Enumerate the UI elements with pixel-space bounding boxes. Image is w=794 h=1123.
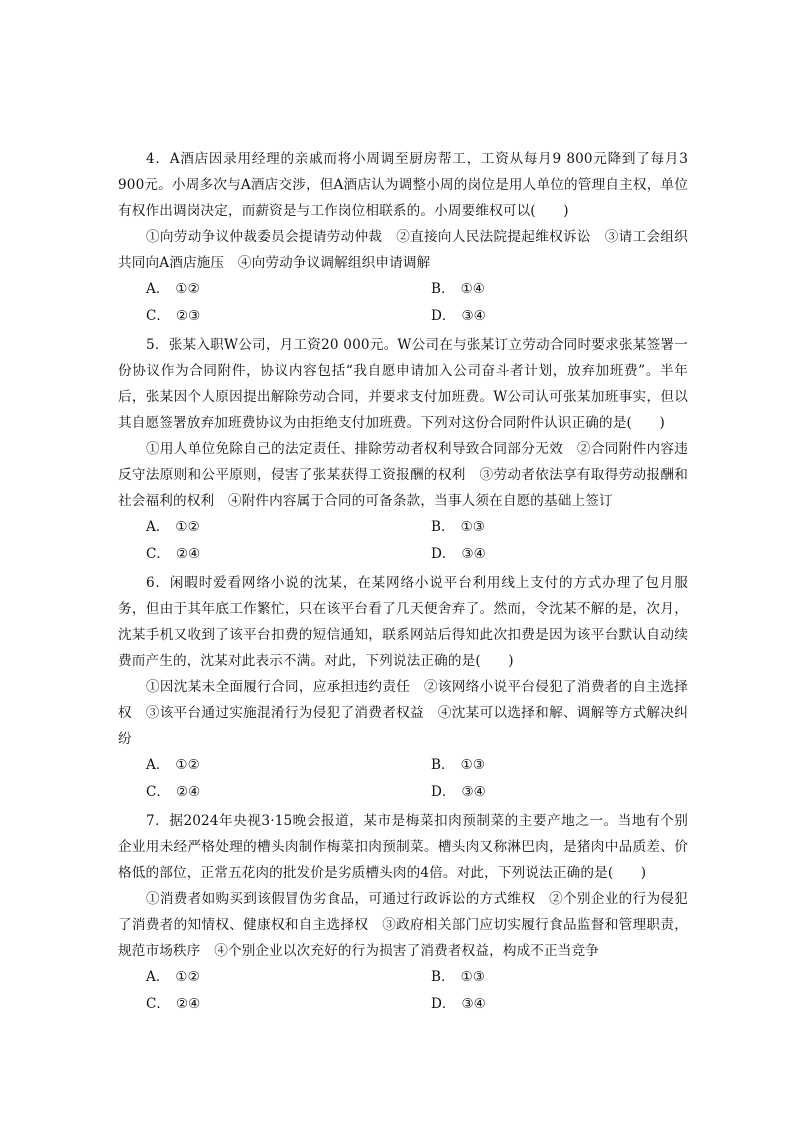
option-text: ②③: [176, 307, 201, 324]
question-statements: ①向劳动争议仲裁委员会提请劳动仲裁 ②直接向人民法院提起维权诉讼 ③请工会组织共同向A酒店施压 ④向劳动争议调解组织申请调解: [118, 229, 688, 271]
option-text: ①③: [460, 757, 485, 773]
option-text: ①②: [175, 519, 200, 535]
option-text: ③④: [461, 545, 486, 562]
option-label: B．: [431, 281, 455, 297]
option-c[interactable]: [118, 779, 403, 806]
option-label: C．: [146, 545, 170, 562]
option-d[interactable]: [403, 541, 688, 568]
option-text: ③④: [461, 307, 486, 324]
question-7: [118, 808, 688, 1017]
question-stem: 4．A酒店因录用经理的亲戚而将小周调至厨房帮工，工资从每月9 800元降到了每月3 900元。小周多次与A酒店交涉，但A酒店认为调整小周的岗位是用人单位的管理自主权，单位有权作出调岗决定，而薪资是与工作岗位相联系的。小周要维权可以( ): [118, 151, 688, 219]
question-4: [118, 146, 688, 329]
option-text: ①②: [175, 757, 200, 773]
option-a[interactable]: [118, 276, 403, 303]
option-label: D．: [431, 545, 456, 562]
option-list: [118, 752, 688, 805]
option-text: ①②: [175, 969, 200, 985]
option-label: D．: [431, 995, 456, 1012]
option-d[interactable]: [403, 303, 688, 330]
option-text: ①④: [460, 281, 485, 297]
option-list: [118, 964, 688, 1017]
option-text: ②④: [176, 995, 201, 1012]
question-5: [118, 332, 688, 567]
question-6: [118, 570, 688, 805]
option-a[interactable]: [118, 514, 403, 541]
option-text: ①③: [460, 519, 485, 535]
question-statements: ①用人单位免除自己的法定责任、排除劳动者权利导致合同部分无效 ②合同附件内容违反守法原则和公平原则，侵害了张某获得工资报酬的权利 ③劳动者依法享有取得劳动报酬和社会福利的权利 ④附件内容属于合同的可备条款，当事人须在自愿的基础上签订: [118, 441, 688, 509]
option-list: [118, 276, 688, 329]
option-text: ①③: [460, 969, 485, 985]
option-b[interactable]: [403, 752, 688, 779]
option-b[interactable]: [403, 514, 688, 541]
option-text: ②④: [176, 783, 201, 800]
option-label: A．: [146, 969, 170, 985]
question-stem: 5．张某入职W公司，月工资20 000元。W公司在与张某订立劳动合同时要求张某签署一份协议作为合同附件，协议内容包括“我自愿申请加入公司奋斗者计划，放弃加班费”。半年后，张某因个人原因提出解除劳动合同，并要求支付加班费。W公司认可张某加班事实，但以其自愿签署放弃加班费协议为由拒绝支付加班费。下列对这份合同附件认识正确的是( ): [118, 337, 688, 431]
option-text: ③④: [461, 995, 486, 1012]
option-d[interactable]: [403, 991, 688, 1018]
option-a[interactable]: [118, 752, 403, 779]
option-label: D．: [431, 783, 456, 800]
option-label: A．: [146, 519, 170, 535]
option-b[interactable]: [403, 276, 688, 303]
exam-page: [118, 146, 688, 1020]
option-label: B．: [431, 519, 455, 535]
option-a[interactable]: [118, 964, 403, 991]
option-label: C．: [146, 307, 170, 324]
question-stem: 7．据2024年央视3·15晚会报道，某市是梅菜扣肉预制菜的主要产地之一。当地有个别企业用未经严格处理的槽头肉制作梅菜扣肉预制菜。槽头肉又称淋巴肉，是猪肉中品质差、价格低的部位，正常五花肉的批发价是劣质槽头肉的4倍。对此，下列说法正确的是( ): [118, 813, 688, 881]
option-c[interactable]: [118, 541, 403, 568]
option-label: A．: [146, 757, 170, 773]
question-stem: 6．闲暇时爱看网络小说的沈某，在某网络小说平台利用线上支付的方式办理了包月服务，但由于其年底工作繁忙，只在该平台看了几天便舍弃了。然而，令沈某不解的是，次月，沈某手机又收到了该平台扣费的短信通知，联系网站后得知此次扣费是因为该平台默认自动续费而产生的，沈某对此表示不满。对此，下列说法正确的是( ): [118, 575, 688, 669]
option-label: B．: [431, 757, 455, 773]
option-label: A．: [146, 281, 170, 297]
option-c[interactable]: [118, 991, 403, 1018]
question-statements: ①消费者如购买到该假冒伪劣食品，可通过行政诉讼的方式维权 ②个别企业的行为侵犯了消费者的知情权、健康权和自主选择权 ③政府相关部门应切实履行食品监督和管理职责，规范市场秩序 ④个别企业以次充好的行为损害了消费者权益，构成不正当竞争: [118, 891, 688, 959]
option-list: [118, 514, 688, 567]
option-d[interactable]: [403, 779, 688, 806]
option-label: C．: [146, 995, 170, 1012]
option-label: B．: [431, 969, 455, 985]
question-statements: ①因沈某未全面履行合同，应承担违约责任 ②该网络小说平台侵犯了消费者的自主选择权 ③该平台通过实施混淆行为侵犯了消费者权益 ④沈某可以选择和解、调解等方式解决纠纷: [118, 679, 688, 747]
option-label: D．: [431, 307, 456, 324]
option-text: ①②: [175, 281, 200, 297]
option-c[interactable]: [118, 303, 403, 330]
option-text: ③④: [461, 783, 486, 800]
option-text: ②④: [176, 545, 201, 562]
option-label: C．: [146, 783, 170, 800]
option-b[interactable]: [403, 964, 688, 991]
